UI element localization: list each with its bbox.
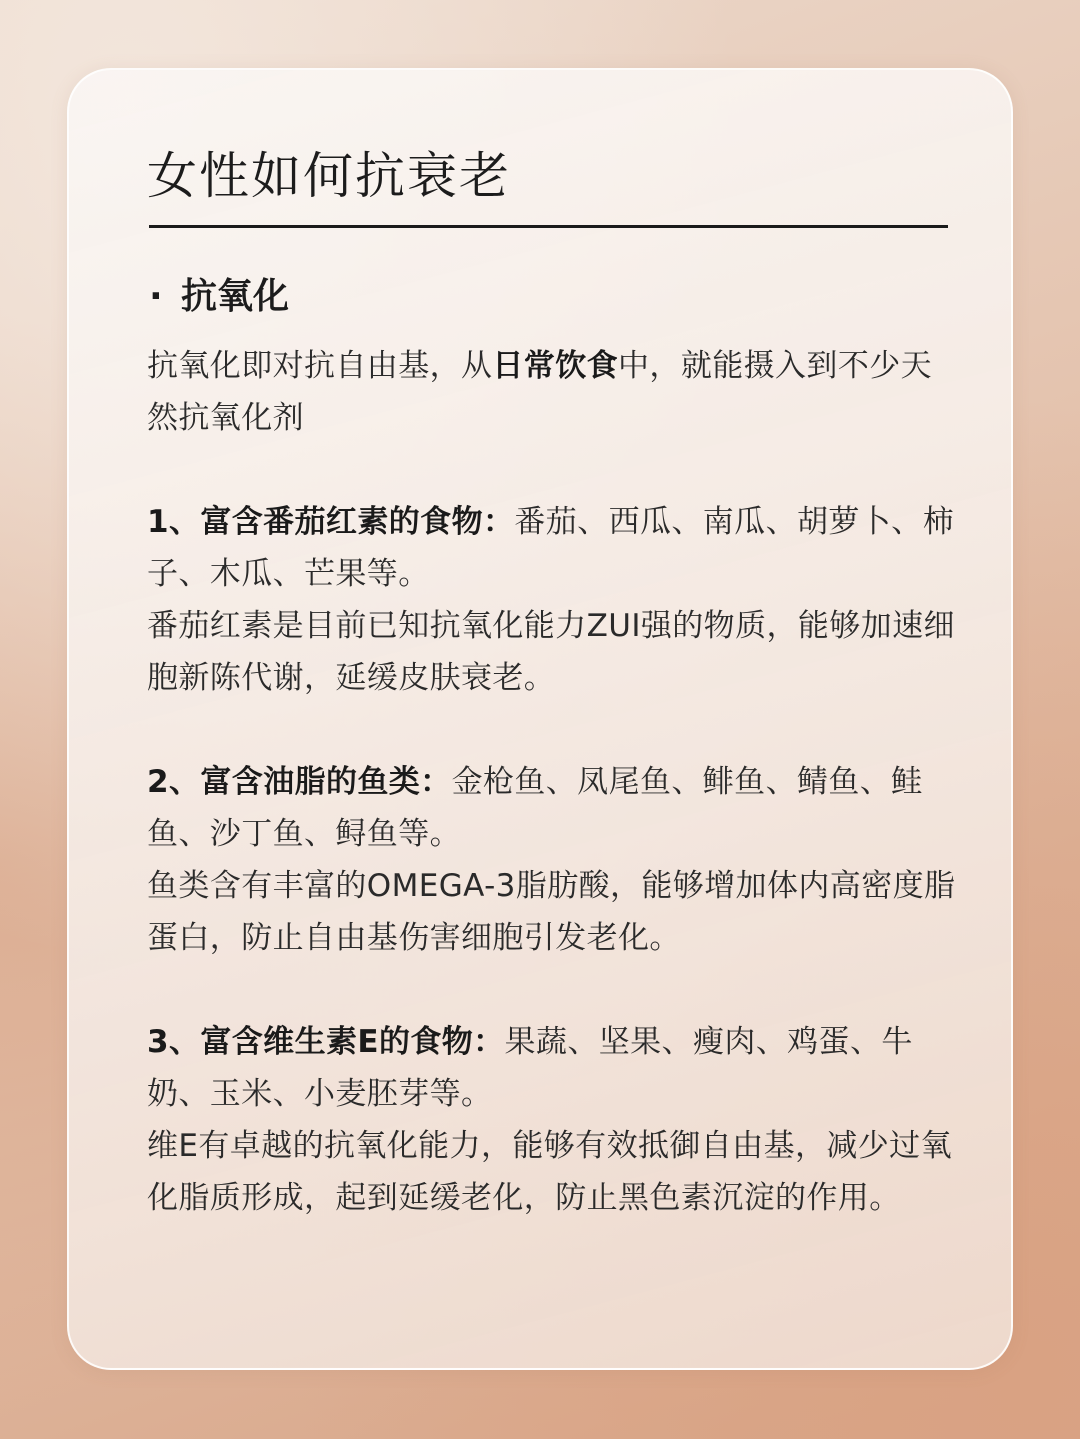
item-3-description: 维E有卓越的抗氧化能力，能够有效抵御自由基，减少过氧化脂质形成，起到延缓老化，防止黑色素沉淀的作用。	[147, 1128, 952, 1216]
item-3-food-list: 果蔬、坚果、瘦肉、鸡蛋、牛奶、玉米、小麦胚芽等。	[147, 1024, 913, 1112]
spacer	[147, 964, 957, 1016]
item-2-heading: 2、富含油脂的鱼类：	[147, 764, 452, 800]
item-1-description: 番茄红素是目前已知抗氧化能力ZUI强的物质，能够加速细胞新陈代谢，延缓皮肤衰老。	[147, 608, 955, 696]
item-2-food-list: 金枪鱼、凤尾鱼、鲱鱼、鲭鱼、鲑鱼、沙丁鱼、鲟鱼等。	[147, 764, 923, 852]
intro-highlight: 日常饮食	[492, 348, 619, 384]
item-1-heading: 1、富含番茄红素的食物：	[147, 504, 515, 540]
intro-paragraph	[147, 340, 957, 444]
item-1-foods	[147, 496, 957, 600]
section-heading-text: 抗氧化	[181, 276, 290, 317]
title-divider	[149, 225, 948, 228]
intro-text-1: 抗氧化即对抗自由基，从	[147, 348, 493, 384]
spacer	[147, 704, 957, 756]
section-heading	[149, 272, 289, 322]
intro-text-2: 中，就能摄入到不少天然抗氧化剂	[147, 348, 933, 436]
content-card	[67, 68, 1013, 1370]
bullet-dot: ·	[149, 276, 163, 317]
spacer	[147, 444, 957, 496]
article-body	[147, 340, 957, 1224]
item-2-description: 鱼类含有丰富的OMEGA-3脂肪酸，能够增加体内高密度脂蛋白，防止自由基伤害细胞引发老化。	[147, 868, 956, 956]
item-3-foods	[147, 1016, 957, 1120]
item-2-foods	[147, 756, 957, 860]
page-title: 女性如何抗衰老	[147, 147, 511, 205]
item-3-heading: 3、富含维生素E的食物：	[147, 1024, 505, 1060]
item-1-food-list: 番茄、西瓜、南瓜、胡萝卜、柿子、木瓜、芒果等。	[147, 504, 954, 592]
